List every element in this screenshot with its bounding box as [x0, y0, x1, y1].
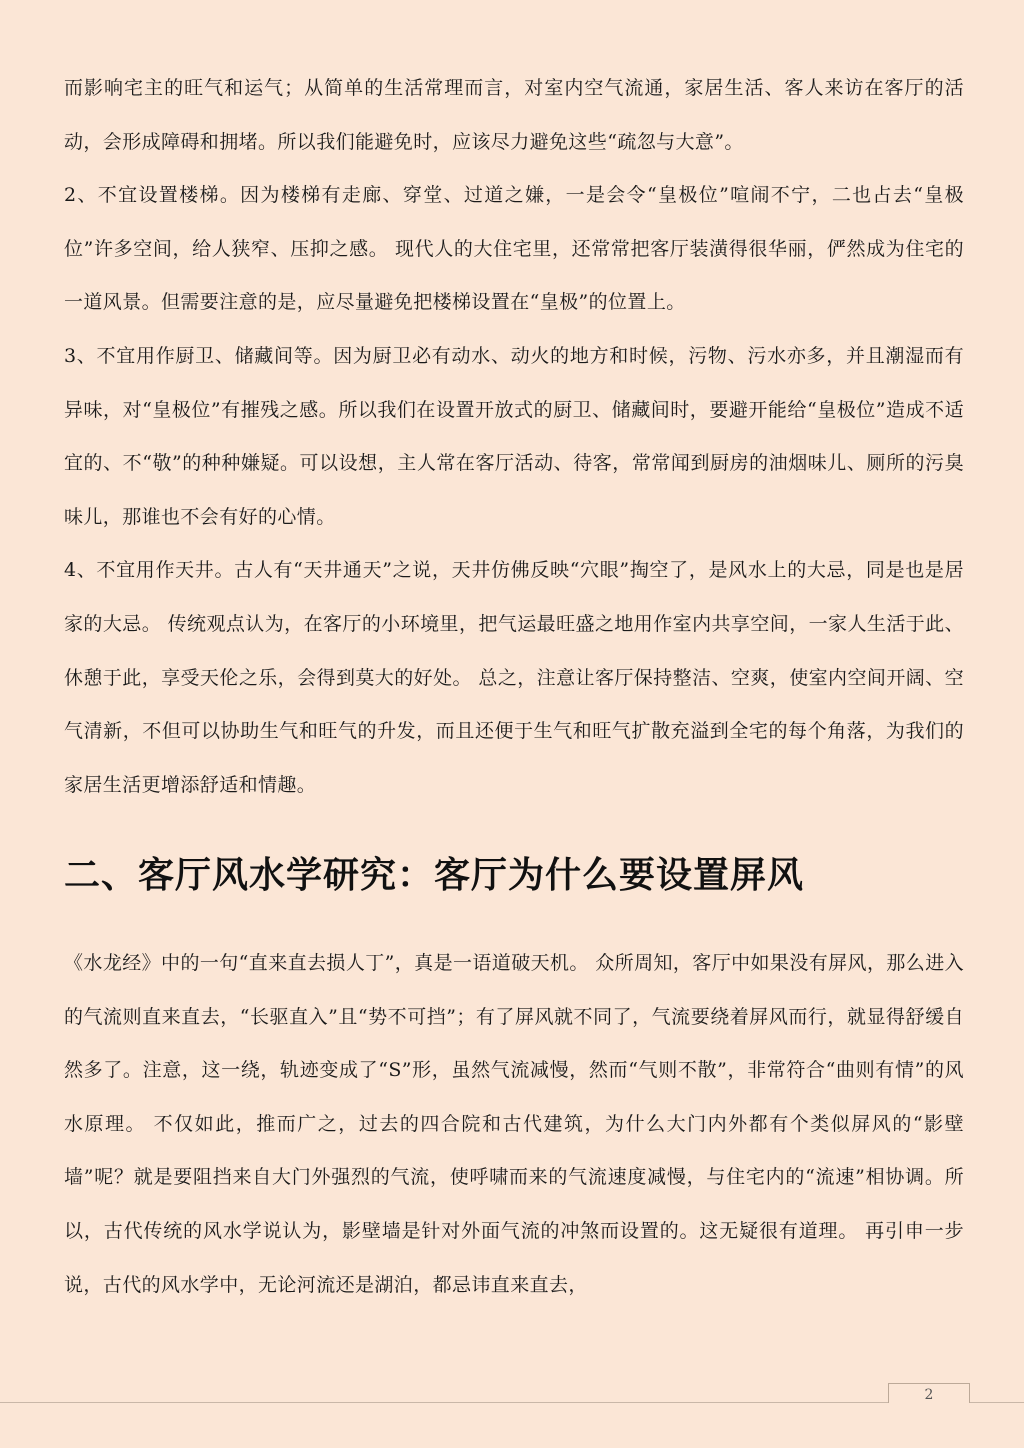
section-heading: 二、客厅风水学研究：客厅为什么要设置屏风 [64, 855, 805, 896]
page-body-top [64, 62, 964, 812]
paragraph-item-2: 2、不宜设置楼梯。因为楼梯有走廊、穿堂、过道之嫌，一是会令“皇极位”喧闹不宁，二也占去“皇极位”许多空间，给人狭窄、压抑之感。 现代人的大住宅里，还常常把客厅装潢得很华丽，俨然成为住宅的一道风景。但需要注意的是，应尽量避免把楼梯设置在“皇极”的位置上。 [64, 184, 964, 314]
paragraph-item-4: 4、不宜用作天井。古人有“天井通天”之说，天井仿佛反映“穴眼”掏空了，是风水上的大忌，同是也是居家的大忌。 传统观点认为，在客厅的小环境里，把气运最旺盛之地用作室内共享空间，一家人生活于此、休憩于此，享受天伦之乐，会得到莫大的好处。 总之，注意让客厅保持整洁、空爽，使室内空间开阔、空气清新，不但可以协助生气和旺气的升发，而且还便于生气和旺气扩散充溢到全宅的每个角落，为我们的家居生活更增添舒适和情趣。 [64, 559, 964, 796]
footer-divider [0, 1402, 1024, 1403]
page-number: 2 [888, 1383, 970, 1403]
section-body [64, 937, 964, 1312]
paragraph-item-3: 3、不宜用作厨卫、储藏间等。因为厨卫必有动水、动火的地方和时候，污物、污水亦多，并且潮湿而有异味，对“皇极位”有摧残之感。所以我们在设置开放式的厨卫、储藏间时，要避开能给“皇极位”造成不适宜的、不“敬”的种种嫌疑。可以设想，主人常在客厅活动、待客，常常闻到厨房的油烟味儿、厕所的污臭味儿，那谁也不会有好的心情。 [64, 344, 964, 528]
section-paragraph: 《水龙经》中的一句“直来直去损人丁”，真是一语道破天机。 众所周知，客厅中如果没有屏风，那么进入的气流则直来直去，“长驱直入”且“势不可挡”；有了屏风就不同了，气流要绕着屏风而行，就显得舒缓自然多了。注意，这一绕，轨迹变成了“S”形，虽然气流减慢，然而“气则不散”，非常符合“曲则有情”的风水原理。 不仅如此，推而广之，过去的四合院和古代建筑，为什么大门内外都有个类似屏风的“影壁墙”呢？就是要阻挡来自大门外强烈的气流，使呼啸而来的气流速度减慢，与住宅内的“流速”相协调。所以，古代传统的风水学说认为，影壁墙是针对外面气流的冲煞而设置的。这无疑很有道理。 再引申一步说，古代的风水学中，无论河流还是湖泊，都忌讳直来直去， [64, 952, 964, 1296]
paragraph-continuation: 而影响宅主的旺气和运气；从简单的生活常理而言，对室内空气流通，家居生活、客人来访在客厅的活动，会形成障碍和拥堵。所以我们能避免时，应该尽力避免这些“疏忽与大意”。 [64, 77, 964, 153]
